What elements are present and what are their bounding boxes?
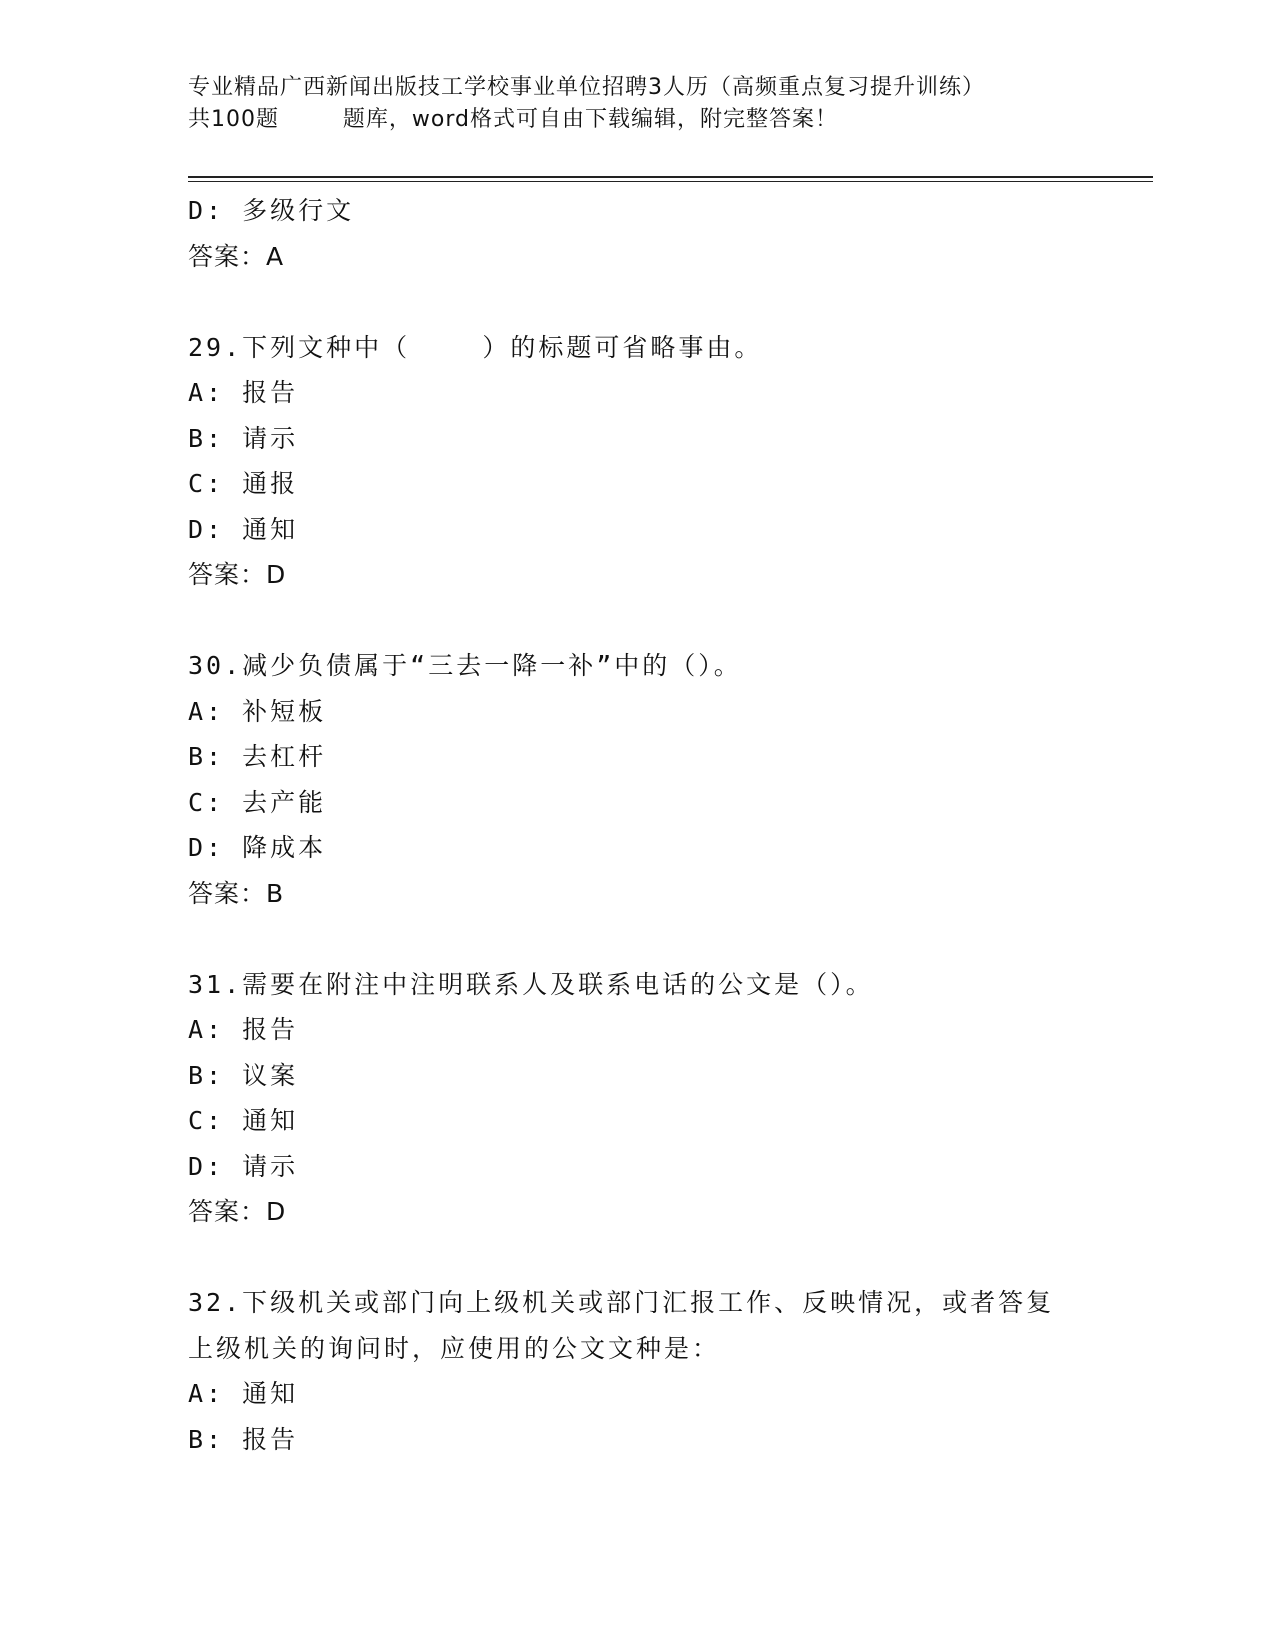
question-30-stem: 30.减少负债属于“三去一降一补”中的（）。 (188, 651, 742, 680)
header-divider-thin (188, 181, 1153, 182)
question-32-stem-line-1: 32.下级机关或部门向上级机关或部门汇报工作、反映情况，或者答复 (188, 1288, 1055, 1317)
prev-option-d: D: 多级行文 (188, 196, 355, 225)
question-30-option-d: D: 降成本 (188, 833, 327, 862)
question-31-answer: 答案：D (188, 1197, 287, 1226)
question-30-answer: 答案：B (188, 878, 285, 908)
spacer (188, 1235, 1088, 1281)
spacer (188, 598, 1088, 644)
question-31-option-c: C: 通知 (188, 1106, 299, 1135)
document-header (188, 72, 1148, 136)
question-list (188, 188, 1088, 1462)
header-subtitle-line: 共100题 题库，word格式可自由下载编辑，附完整答案！ (188, 107, 839, 132)
question-31-stem: 31.需要在附注中注明联系人及联系电话的公文是（）。 (188, 969, 874, 999)
question-29-stem: 29.下列文种中（ ）的标题可省略事由。 (188, 332, 763, 362)
question-32-option-b: B: 报告 (188, 1424, 299, 1454)
question-30-option-b: B: 去杠杆 (188, 742, 327, 771)
question-29-option-d: D: 通知 (188, 514, 299, 544)
question-29-option-b: B: 请示 (188, 423, 299, 453)
prev-answer: 答案：A (188, 241, 285, 271)
header-title-line: 专业精品广西新闻出版技工学校事业单位招聘3人历（高频重点复习提升训练） (188, 75, 985, 100)
header-divider-thick (188, 176, 1153, 178)
question-29-option-a: A: 报告 (188, 378, 299, 407)
spacer (188, 916, 1088, 962)
question-29-answer: 答案：D (188, 560, 287, 589)
question-30-option-a: A: 补短板 (188, 696, 327, 726)
question-31-option-d: D: 请示 (188, 1151, 299, 1181)
question-32-option-a: A: 通知 (188, 1379, 299, 1408)
question-31-option-b: B: 议案 (188, 1060, 299, 1090)
question-29-option-c: C: 通报 (188, 469, 299, 498)
question-31-option-a: A: 报告 (188, 1015, 299, 1044)
question-32-stem-line-2: 上级机关的询问时，应使用的公文文种是： (188, 1333, 721, 1363)
question-30-option-c: C: 去产能 (188, 787, 327, 817)
spacer (188, 279, 1088, 325)
